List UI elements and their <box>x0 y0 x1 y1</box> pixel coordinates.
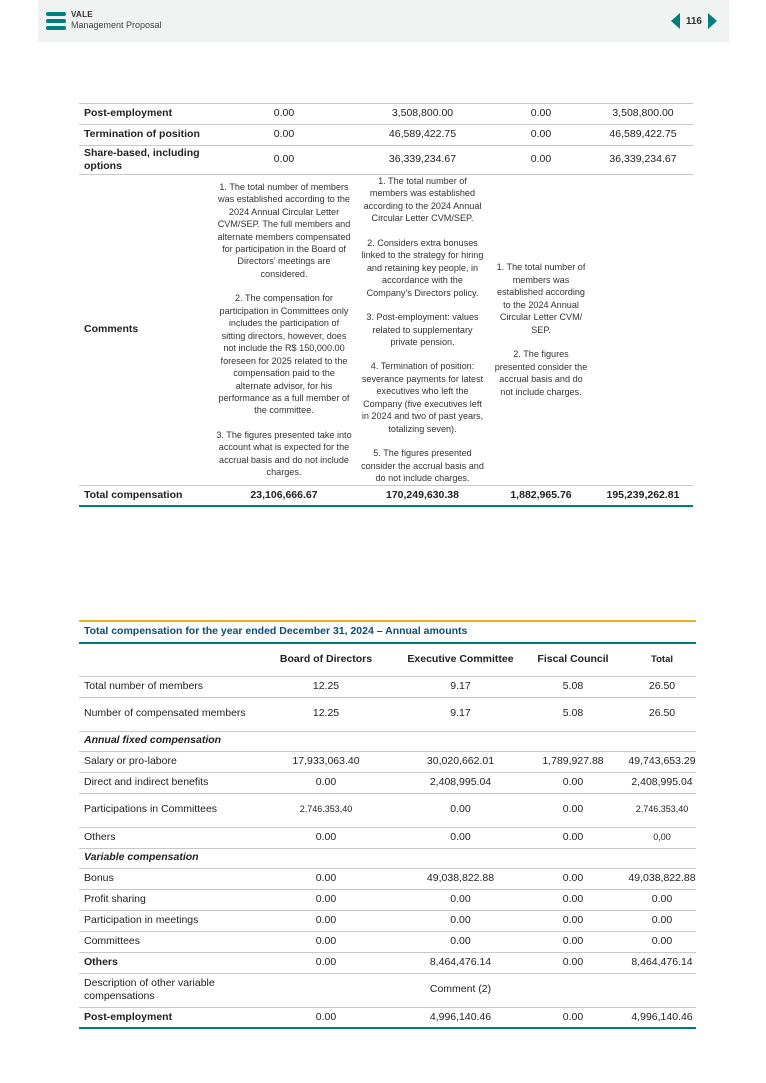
comment-text: 2. The figures presented consider the accrual basis and do not include charges. <box>494 349 588 397</box>
table-caption-row <box>79 621 696 643</box>
header-blank <box>79 643 249 676</box>
section-row <box>79 731 696 751</box>
table-row <box>79 973 696 1007</box>
cell-board: 0.00 <box>249 910 403 931</box>
header-fiscal: Fiscal Council <box>518 643 628 676</box>
cell-board: 0.00 <box>249 931 403 952</box>
row-label: Share-based, including options <box>79 146 212 175</box>
table-row <box>79 827 696 848</box>
cell-executive: 3,508,800.00 <box>356 104 489 125</box>
cell-fiscal: 0.00 <box>489 104 593 125</box>
cell-board: 0.00 <box>212 125 356 146</box>
cell-board: 17,933,063.40 <box>249 751 403 772</box>
row-label: Number of compensated members <box>79 697 249 731</box>
compensation-table-continued <box>79 103 693 507</box>
table-row <box>79 931 696 952</box>
cell-total: 36,339,234.67 <box>593 146 693 175</box>
menu-icon[interactable] <box>46 12 66 30</box>
row-label: Salary or pro-labore <box>79 751 249 772</box>
cell-total: 8,464,476.14 <box>628 952 696 973</box>
page-number: 116 <box>685 15 702 27</box>
cell-fiscal: 0.00 <box>518 868 628 889</box>
cell-fiscal: 0.00 <box>489 125 593 146</box>
cell-fiscal: 0.00 <box>518 952 628 973</box>
cell-fiscal: 0.00 <box>518 931 628 952</box>
comment-executive <box>356 175 489 486</box>
header-board: Board of Directors <box>249 643 403 676</box>
cell-total: 3,508,800.00 <box>593 104 693 125</box>
cell-executive: 170,249,630.38 <box>356 485 489 506</box>
comment-text: 1. The total number of members was established according to the 2024 Annual Circular Letter CVM/SEP. <box>363 176 482 224</box>
table-row <box>79 104 693 125</box>
cell-executive: 9.17 <box>403 697 518 731</box>
total-row <box>79 485 693 506</box>
comment-total <box>593 175 693 486</box>
previous-page-icon[interactable] <box>671 13 680 29</box>
section-title-fixed: Annual fixed compensation <box>79 731 696 751</box>
cell-executive: 0.00 <box>403 931 518 952</box>
cell-board: 12.25 <box>249 676 403 697</box>
comment-text: 2. The compensation for participation in Committees only includes the participation of sitting directors, however, does not include the R$ 150,000.00 foreseen for 2025 related to the compensation paid to the alternate advisor, for his performance as a full member of the committee. <box>218 293 350 416</box>
table-caption: Total compensation for the year ended December 31, 2024 – Annual amounts <box>79 621 696 643</box>
cell-executive: 46,589,422.75 <box>356 125 489 146</box>
comment-text: 2. Considers extra bonuses linked to the strategy for hiring and retaining key people, in accordance with the Company’s Directors policy. <box>361 237 484 298</box>
comment-fiscal <box>489 175 593 486</box>
table-row <box>79 868 696 889</box>
table-row <box>79 697 696 731</box>
table-row <box>79 146 693 175</box>
cell-board: 0.00 <box>212 104 356 125</box>
cell-board: 0.00 <box>249 1007 403 1028</box>
cell-board: 0.00 <box>249 952 403 973</box>
cell-board: 23,106,666.67 <box>212 485 356 506</box>
cell-executive: 8,464,476.14 <box>403 952 518 973</box>
annual-compensation-table <box>79 620 696 1029</box>
comment-text: 3. Post-employment: values related to supplementary private pension. <box>366 312 479 347</box>
page-navigator <box>671 13 717 29</box>
page-header <box>38 0 729 42</box>
comment-text: 1. The total number of members was established according to the 2024 Annual Circular Letter CVM/SEP. The full members and alternate members compensated for participation in the Board of Directors’ meetings are considered. <box>217 181 351 279</box>
row-label: Others <box>79 952 249 973</box>
cell-fiscal: 5.08 <box>518 697 628 731</box>
brand-name: VALE <box>71 10 93 19</box>
row-label: Others <box>79 827 249 848</box>
table-row <box>79 952 696 973</box>
row-label: Participations in Committees <box>79 793 249 827</box>
cell-total: 0,00 <box>628 827 696 848</box>
row-label: Termination of position <box>79 125 212 146</box>
cell-total <box>628 973 696 1007</box>
comment-text: 1. The total number of members was established according to the 2024 Annual Circular Letter CVM/ SEP. <box>496 262 586 335</box>
row-label: Participation in meetings <box>79 910 249 931</box>
cell-fiscal: 1,882,965.76 <box>489 485 593 506</box>
cell-board: 0.00 <box>249 772 403 793</box>
document-subtitle: Management Proposal <box>71 20 162 30</box>
cell-executive: 0.00 <box>403 889 518 910</box>
cell-board: 12.25 <box>249 697 403 731</box>
table-row <box>79 1007 696 1028</box>
cell-total: 26.50 <box>628 676 696 697</box>
row-label: Profit sharing <box>79 889 249 910</box>
cell-executive: 0.00 <box>403 910 518 931</box>
comment-text: 4. Termination of position: severance payments for latest executives who left the Company (five executives left in 2024 and two of past years, totalizing seven). <box>361 361 484 434</box>
table-row <box>79 793 696 827</box>
table-row <box>79 676 696 697</box>
cell-total: 49,038,822.88 <box>628 868 696 889</box>
cell-fiscal: 0.00 <box>518 1007 628 1028</box>
next-page-icon[interactable] <box>708 13 717 29</box>
row-label: Committees <box>79 931 249 952</box>
table-row <box>79 751 696 772</box>
cell-executive: 0.00 <box>403 827 518 848</box>
table-row <box>79 772 696 793</box>
cell-total: 2,408,995.04 <box>628 772 696 793</box>
cell-board: 2.746.353,40 <box>249 793 403 827</box>
header-row <box>79 643 696 676</box>
cell-total: 0.00 <box>628 910 696 931</box>
cell-total: 46,589,422.75 <box>593 125 693 146</box>
cell-total: 0.00 <box>628 889 696 910</box>
row-label: Bonus <box>79 868 249 889</box>
cell-fiscal: 0.00 <box>518 772 628 793</box>
cell-board: 0.00 <box>249 827 403 848</box>
cell-fiscal: 0.00 <box>518 793 628 827</box>
cell-fiscal: 1,789,927.88 <box>518 751 628 772</box>
comment-text: 3. The figures presented take into account what is expected for the accrual basis and do not include charges. <box>216 429 352 478</box>
cell-executive: 4,996,140.46 <box>403 1007 518 1028</box>
cell-executive: 30,020,662.01 <box>403 751 518 772</box>
cell-board: 0.00 <box>212 146 356 175</box>
row-label: Comments <box>79 175 212 486</box>
comment-text: 5. The figures presented consider the accrual basis and do not include charges. <box>361 448 484 484</box>
row-label: Direct and indirect benefits <box>79 772 249 793</box>
row-label: Total compensation <box>79 485 212 506</box>
comments-row <box>79 175 693 486</box>
row-label: Total number of members <box>79 676 249 697</box>
cell-total: 26.50 <box>628 697 696 731</box>
cell-executive: 0.00 <box>403 793 518 827</box>
section-row <box>79 848 696 868</box>
cell-total: 49,743,653.29 <box>628 751 696 772</box>
cell-executive: 36,339,234.67 <box>356 146 489 175</box>
cell-executive: 2,408,995.04 <box>403 772 518 793</box>
cell-fiscal: 0.00 <box>518 910 628 931</box>
cell-executive: 49,038,822.88 <box>403 868 518 889</box>
row-label: Description of other variable compensations <box>79 973 249 1007</box>
row-label: Post-employment <box>79 1007 249 1028</box>
table-row <box>79 910 696 931</box>
header-total: Total <box>628 643 696 676</box>
cell-fiscal <box>518 973 628 1007</box>
cell-board <box>249 973 403 1007</box>
cell-fiscal: 5.08 <box>518 676 628 697</box>
comment-board <box>212 175 356 486</box>
cell-executive: Comment (2) <box>403 973 518 1007</box>
cell-total: 0.00 <box>628 931 696 952</box>
cell-fiscal: 0.00 <box>489 146 593 175</box>
cell-board: 0.00 <box>249 868 403 889</box>
cell-board: 0.00 <box>249 889 403 910</box>
cell-fiscal: 0.00 <box>518 827 628 848</box>
table-row <box>79 125 693 146</box>
cell-fiscal: 0.00 <box>518 889 628 910</box>
cell-executive: 9.17 <box>403 676 518 697</box>
row-label: Post-employment <box>79 104 212 125</box>
header-executive: Executive Committee <box>403 643 518 676</box>
cell-total: 4,996,140.46 <box>628 1007 696 1028</box>
cell-total: 2.746.353,40 <box>628 793 696 827</box>
cell-total: 195,239,262.81 <box>593 485 693 506</box>
section-title-variable: Variable compensation <box>79 848 696 868</box>
table-row <box>79 889 696 910</box>
